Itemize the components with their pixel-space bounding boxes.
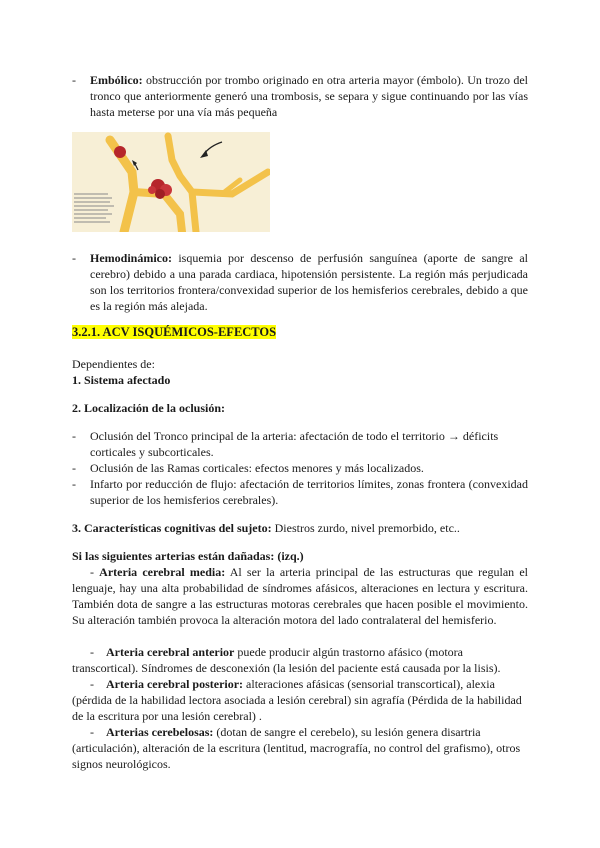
arteria-media-paragraph bbox=[72, 564, 528, 628]
bullet-dash: - bbox=[90, 725, 94, 739]
arteria-anterior-paragraph bbox=[72, 644, 528, 676]
oclusion-bullet-1 bbox=[72, 428, 528, 460]
arteria-term: Arteria cerebral media: bbox=[99, 565, 226, 579]
arteria-term: Arterias cerebelosas: bbox=[106, 725, 214, 739]
oclusion-bullet-3 bbox=[72, 476, 528, 508]
dependientes-label: Dependientes de: bbox=[72, 357, 155, 371]
oclusion-text: Oclusión de las Ramas corticales: efectos menores y más localizados. bbox=[90, 461, 424, 475]
bullet-dash: - bbox=[90, 677, 94, 691]
oclusion-text: Infarto por reducción de flujo: afectación de territorios límites, zonas frontera (convexidad superior de los hemisferios cerebrales). bbox=[90, 477, 528, 507]
embolism-illustration bbox=[72, 132, 270, 232]
arteria-term: Arteria cerebral anterior bbox=[106, 645, 235, 659]
arteria-text: (dotan de sangre el cerebelo), su lesión genera disartria (articulación), alteración de la escritura (lentitud, macrografía, no control del grafismo), otros signos neurológicos. bbox=[72, 725, 521, 771]
section-heading bbox=[72, 324, 276, 340]
bullet-dash: - bbox=[72, 461, 76, 475]
hemodinamico-term: Hemodinámico: bbox=[90, 251, 172, 265]
arteria-posterior-paragraph bbox=[72, 676, 528, 724]
arteria-cerebelosas-paragraph bbox=[72, 724, 528, 772]
bullet-dash: - bbox=[72, 73, 76, 87]
item-localizacion: 2. Localización de la oclusión: bbox=[72, 401, 225, 415]
hemodinamico-text: isquemia por descenso de perfusión sanguínea (aporte de sangre al cerebro) debido a una parada cardiaca, hipotensión persistente. La región más perjudicada son los territorios frontera/convexidad superior de los hemisferios cerebrales, debido a que es la región más alejada. bbox=[90, 251, 528, 313]
arteria-text: Al ser la arteria principal de las estructuras que regulan el lenguaje, hay una alta probabilidad de síndromes afásicos, alteraciones en lectura y escritura. También dota de sangre a las estructuras motoras cerebrales que hacen posible el movimiento. Su alteración también provoca la alteración motora del lado contralateral del hemisferio. bbox=[72, 565, 528, 627]
item-sistema-afectado: 1. Sistema afectado bbox=[72, 373, 171, 387]
embolism-diagram-svg bbox=[72, 132, 270, 232]
arteria-term: Arteria cerebral posterior: bbox=[106, 677, 244, 691]
embolico-bullet bbox=[72, 72, 528, 120]
item-caracteristicas-text: Diestros zurdo, nivel premorbido, etc.. bbox=[271, 521, 460, 535]
arteria-text: puede producir algún trastorno afásico (motora transcortical). Síndromes de desconexión (la lesión del paciente está causada por la lisis). bbox=[72, 645, 501, 675]
embolico-text: obstrucción por trombo originado en otra arteria mayor (émbolo). Un trozo del tronco que anteriormente generó una trombosis, se separa y sigue continuando por las vías hasta meterse por una vía más pequeña bbox=[90, 73, 528, 119]
arteria-text: alteraciones afásicas (sensorial transcortical), alexia (pérdida de la habilidad lectora asociada a lesión cerebral) sin agrafía (Pérdida de la habilidad de la escritura por una lesión cerebral) . bbox=[72, 677, 522, 723]
clot bbox=[114, 146, 126, 158]
bullet-dash: - bbox=[72, 429, 76, 443]
bullet-dash: - bbox=[72, 251, 76, 265]
embolico-term: Embólico: bbox=[90, 73, 143, 87]
bullet-dash: - bbox=[90, 645, 94, 659]
bullet-dash: - bbox=[90, 565, 94, 579]
item-caracteristicas bbox=[72, 520, 460, 536]
oclusion-bullet-2 bbox=[72, 460, 528, 476]
hemodinamico-bullet bbox=[72, 250, 528, 314]
section-heading-text: 3.2.1. ACV ISQUÉMICOS-EFECTOS bbox=[72, 325, 277, 339]
oclusion-text: Oclusión del Tronco principal de la arteria: afectación de todo el territorio → déficits corticales y subcorticales. bbox=[90, 429, 499, 459]
bullet-dash: - bbox=[72, 477, 76, 491]
arterias-heading: Si las siguientes arterias están dañadas: (izq.) bbox=[72, 549, 304, 563]
item-caracteristicas-term: 3. Características cognitivas del sujeto: bbox=[72, 521, 272, 535]
